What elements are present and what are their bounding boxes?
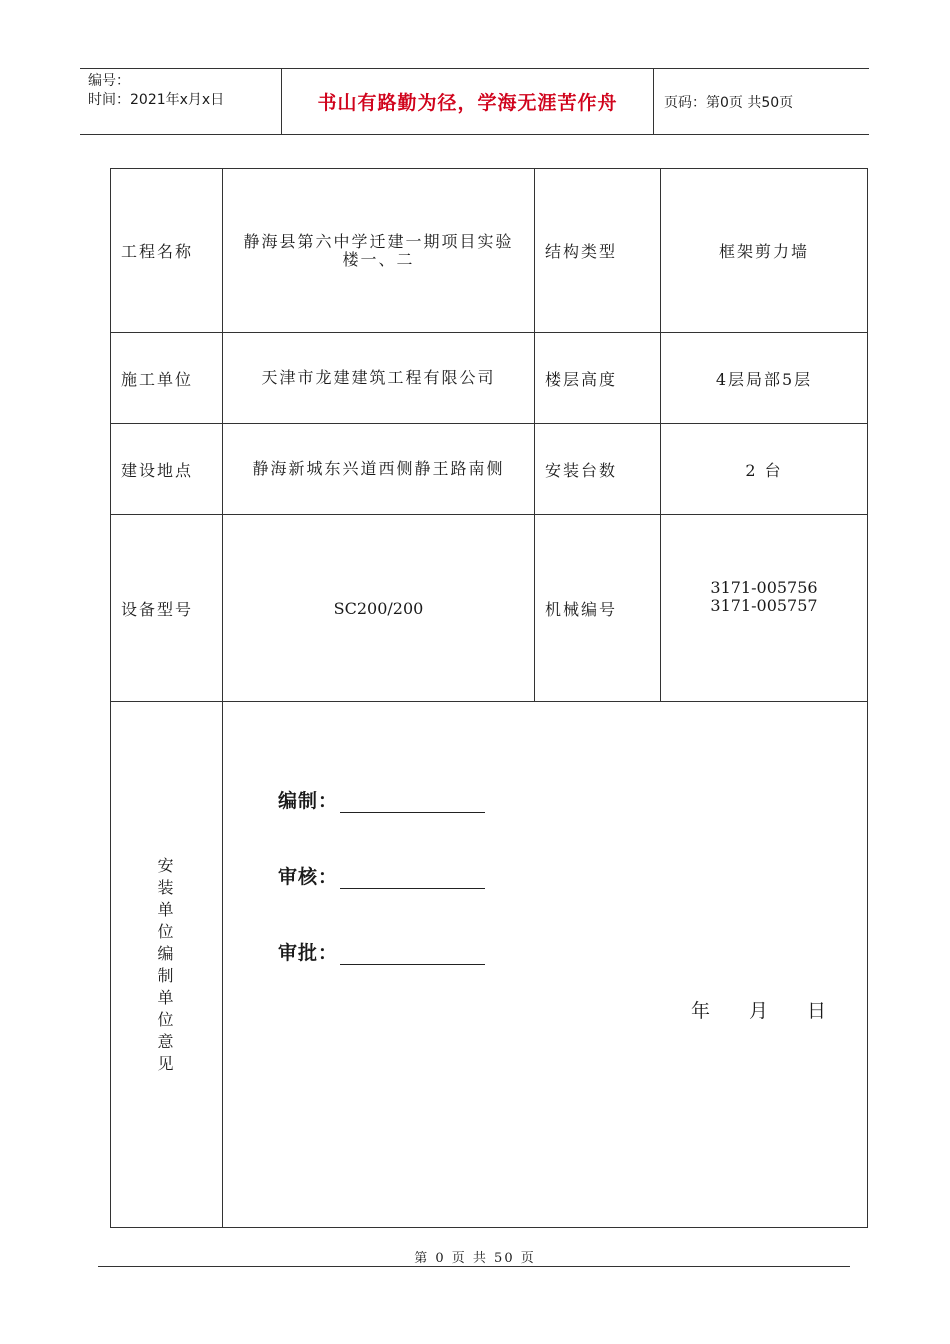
serial-label: 编号： (88, 73, 130, 89)
info-table (110, 168, 868, 1228)
opinion-label: 安装单位编制单位意见 (157, 855, 176, 1073)
approve-label: 审批： (278, 942, 339, 964)
table-row (111, 333, 868, 424)
date-day: 日 (807, 1000, 829, 1022)
header-page-info: 页码：第0页 共50页 (664, 94, 794, 111)
equipment-model-label: 设备型号 (111, 515, 223, 702)
machine-number-line-2: 3171-005757 (710, 596, 818, 615)
approve-blank[interactable] (340, 946, 485, 965)
date-year: 年 (691, 1000, 713, 1022)
project-name-label: 工程名称 (111, 169, 223, 333)
construction-unit-label: 施工单位 (111, 333, 223, 424)
page-header (80, 68, 869, 135)
date-row (691, 996, 865, 1023)
compile-label: 编制： (278, 790, 339, 812)
sign-area (223, 702, 867, 1226)
opinion-sign-cell (223, 702, 868, 1228)
machine-number-line-1: 3171-005756 (710, 578, 818, 597)
table-row (111, 702, 868, 1228)
compile-blank[interactable] (340, 794, 485, 813)
structure-type-value: 框架剪力墙 (661, 169, 868, 333)
approve-line (278, 938, 485, 965)
table-row (111, 424, 868, 515)
equipment-model-value: SC200/200 (223, 515, 535, 702)
install-count-label: 安装台数 (535, 424, 661, 515)
date-month: 月 (749, 1000, 771, 1022)
construction-unit-value: 天津市龙建建筑工程有限公司 (223, 333, 535, 424)
review-blank[interactable] (340, 870, 485, 889)
time-label: 时间：2021年x月x日 (88, 92, 225, 108)
footer-divider (98, 1266, 850, 1267)
table-row (111, 169, 868, 333)
site-location-label: 建设地点 (111, 424, 223, 515)
floor-height-value: 4层局部5层 (661, 333, 868, 424)
review-label: 审核： (278, 866, 339, 888)
install-count-value: 2 台 (661, 424, 868, 515)
page-footer: 第 0 页 共 50 页 (414, 1251, 536, 1266)
machine-number-value (661, 515, 868, 702)
review-line (278, 862, 485, 889)
structure-type-label: 结构类型 (535, 169, 661, 333)
opinion-label-cell (111, 702, 223, 1228)
machine-number-label: 机械编号 (535, 515, 661, 702)
compile-line (278, 786, 485, 813)
site-location-value: 静海新城东兴道西侧静王路南侧 (223, 424, 535, 515)
header-meta (80, 69, 282, 134)
project-name-value: 静海县第六中学迁建一期项目实验楼一、二 (223, 169, 535, 333)
floor-height-label: 楼层高度 (535, 333, 661, 424)
table-row (111, 515, 868, 702)
header-motto: 书山有路勤为径，学海无涯苦作舟 (282, 69, 654, 134)
